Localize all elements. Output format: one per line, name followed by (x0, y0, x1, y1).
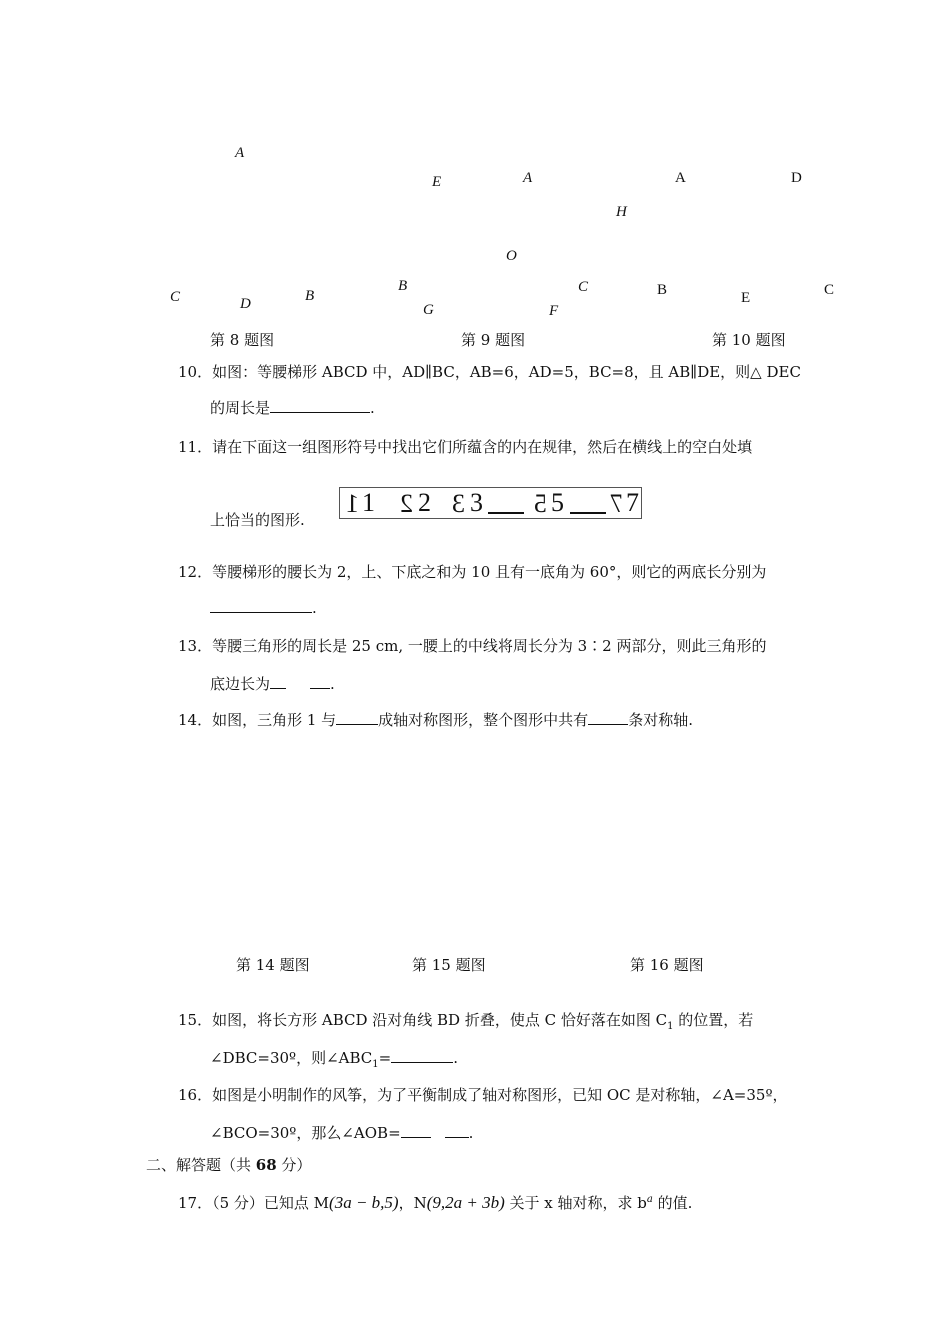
fig8-label-b: B (305, 288, 315, 304)
section-2-heading (146, 1155, 311, 1175)
question-17-point-n: (9,2a + 3b) (426, 1193, 505, 1212)
question-10-suffix: . (370, 399, 375, 417)
fig9-label-b: B (398, 278, 408, 294)
question-11-line2: 上恰当的图形. (210, 511, 305, 529)
symbol-1: 1 (362, 488, 375, 517)
question-17 (178, 1190, 692, 1213)
question-15-text-a: 15．如图，将长方形 ABCD 沿对角线 BD 折叠，使点 C 恰好落在如图 C (178, 1011, 668, 1029)
caption-fig14: 第 14 题图 (236, 956, 310, 974)
question-16-line2 (210, 1123, 473, 1143)
answer-blank-12[interactable] (210, 598, 312, 613)
question-17-text-f: 的值. (652, 1194, 693, 1212)
question-15-text-b: 的位置，若 (673, 1011, 754, 1029)
caption-fig9: 第 9 题图 (461, 331, 526, 349)
question-10-line2 (210, 398, 375, 418)
caption-fig8: 第 8 题图 (210, 331, 275, 349)
fig8-label-a: A (235, 145, 245, 161)
question-17-text-c: ，N (398, 1194, 427, 1212)
question-15-text-d: = (378, 1049, 392, 1067)
fig10-label-d: D (791, 170, 802, 186)
question-16-end: . (468, 1124, 474, 1142)
caption-fig10: 第 10 题图 (712, 331, 786, 349)
caption-fig15: 第 15 题图 (412, 956, 486, 974)
symbol-blank-4[interactable] (488, 512, 524, 514)
question-13-line1: 13．等腰三角形的周长是 25 cm, 一腰上的中线将周长分为 3∶2 两部分，则此三角形的 (178, 637, 767, 655)
answer-blank-16a[interactable] (401, 1123, 431, 1138)
fig9-label-e: E (432, 174, 442, 190)
question-15-subscript-a: 1 (667, 1021, 674, 1032)
symbol-7: 7 (626, 488, 639, 517)
question-15-line2 (210, 1048, 458, 1075)
question-10-line1: 10．如图：等腰梯形 ABCD 中，AD∥BC，AB=6，AD=5，BC=8，且 AB∥DE，则△ DEC (178, 363, 801, 381)
question-13-prefix: 底边长为 (210, 675, 271, 693)
symbol-3: 3 (470, 488, 483, 517)
fig8-label-c: C (170, 289, 181, 305)
caption-fig16: 第 16 题图 (630, 956, 704, 974)
question-12-line2 (210, 598, 317, 618)
symbol-blank-6[interactable] (570, 512, 606, 514)
question-10-prefix: 的周长是 (210, 399, 271, 417)
question-14-suffix: 条对称轴. (628, 711, 693, 729)
question-14 (178, 710, 693, 730)
answer-blank-15[interactable] (391, 1048, 453, 1063)
question-17-text-a: 17．（5 分）已知点 M (178, 1194, 330, 1212)
question-15-line1 (178, 1010, 753, 1037)
question-17-point-m: (3a − b,5) (329, 1193, 399, 1212)
answer-blank-16b[interactable] (445, 1123, 469, 1138)
fig10-label-e: E (741, 290, 751, 306)
fig9-label-o: O (506, 248, 517, 264)
question-15-subscript-b: 1 (372, 1059, 379, 1070)
answer-blank-10[interactable] (270, 398, 370, 413)
question-15-text-e: . (453, 1049, 458, 1067)
section-2-score: 68 (255, 1156, 277, 1174)
answer-blank-13b[interactable] (310, 674, 330, 689)
fig9-label-f: F (549, 303, 559, 319)
section-2-title: 二、解答题（共 (146, 1156, 256, 1174)
fig10-label-c: C (824, 282, 835, 298)
question-13-line2 (210, 674, 335, 694)
question-17-exponent: a (646, 1194, 653, 1205)
question-15-text-c: ∠DBC=30º，则∠ABC (210, 1049, 373, 1067)
question-12-line1: 12．等腰梯形的腰长为 2，上、下底之和为 10 且有一底角为 60°，则它的两底长分别为 (178, 563, 767, 581)
fig10-label-a: A (675, 170, 686, 186)
question-17-text-e: 关于 x 轴对称，求 b (504, 1194, 647, 1212)
question-13-suffix: . (330, 675, 335, 693)
symbol-5: 5 (551, 488, 564, 517)
answer-blank-14a[interactable] (336, 710, 378, 725)
fig9-label-a: A (523, 170, 533, 186)
fig10-label-b: B (657, 282, 668, 298)
symbol-sequence-box: 1 1 2 2 3 3 5 5 7 7 (339, 487, 642, 519)
question-12-suffix: . (312, 599, 317, 617)
question-11-line1: 11．请在下面这一组图形符号中找出它们所蕴含的内在规律，然后在横线上的空白处填 (178, 438, 753, 456)
question-14-prefix: 14．如图，三角形 1 与 (178, 711, 337, 729)
fig8-label-d: D (240, 296, 251, 312)
symbol-2: 2 (418, 488, 431, 517)
question-16-line1: 16．如图是小明制作的风筝，为了平衡制成了轴对称图形，已知 OC 是对称轴，∠A=35º， (178, 1086, 788, 1104)
answer-blank-14b[interactable] (588, 710, 628, 725)
section-2-title-end: 分） (276, 1156, 312, 1174)
fig9-label-g: G (423, 302, 434, 318)
fig9-label-h: H (616, 204, 627, 220)
question-14-middle: 成轴对称图形，整个图形中共有 (378, 711, 589, 729)
fig9-label-c: C (578, 279, 589, 295)
question-16-text: ∠BCO=30º，那么∠AOB= (210, 1124, 401, 1142)
answer-blank-13a[interactable] (270, 674, 286, 689)
